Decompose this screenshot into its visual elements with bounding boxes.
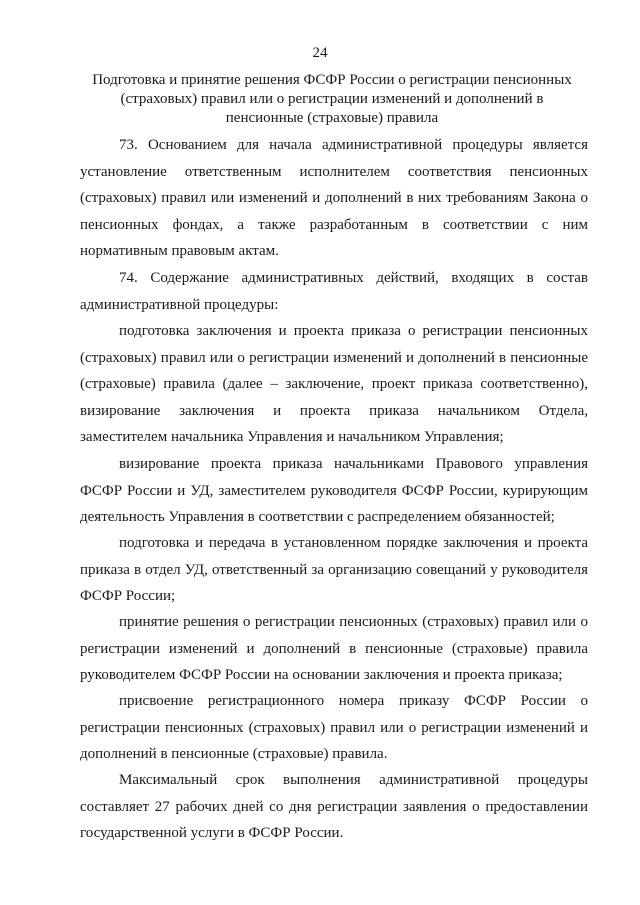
page-number: 24 — [312, 45, 328, 61]
paragraph-74: 74. Содержание административных действий, входящих в состав административной процедуры: — [80, 270, 588, 313]
paragraph-deadline: Максимальный срок выполнения административной процедуры составляет 27 рабочих дней со дня регистрации заявления о предоставлении государственной услуги в ФСФР России. — [80, 772, 588, 842]
paragraph-73: 73. Основанием для начала административной процедуры является установление ответственным исполнителем соответствия пенсионных (страховых) правил или изменений и дополнений в них требованиям Закона о пенсионных фондах, а также разработанным в соответствии с ним нормативным правовым актам. — [80, 137, 588, 260]
list-item-decision: принятие решения о регистрации пенсионных (страховых) правил или о регистрации изменений и дополнений в пенсионные (страховые) правила руководителем ФСФР России на основании заключения и проекта приказа; — [80, 614, 588, 684]
list-item-preparation: подготовка заключения и проекта приказа о регистрации пенсионных (страховых) правил или о регистрации изменений и дополнений в пенсионные (страховые) правила (далее – заключение, проект приказа соответственно), визирование заключения и проекта приказа начальником Отдела, заместителем начальника Управления и начальником Управления; — [80, 323, 588, 446]
list-item-transfer: подготовка и передача в установленном порядке заключения и проекта приказа в отдел УД, ответственный за организацию совещаний у руководителя ФСФР России; — [80, 535, 588, 605]
section-heading: Подготовка и принятие решения ФСФР России о регистрации пенсионных (страховых) правил или о регистрации изменений и дополнений в пенсионные (страховые) правила — [92, 72, 572, 126]
list-item-numbering: присвоение регистрационного номера приказу ФСФР России о регистрации пенсионных (страховых) правил или о регистрации изменений и дополнений в пенсионные (страховые) правила. — [80, 693, 588, 763]
list-item-approval: визирование проекта приказа начальниками Правового управления ФСФР России и УД, заместителем руководителя ФСФР России, курирующим деятельность Управления в соответствии с распределением обязанностей; — [80, 456, 588, 526]
